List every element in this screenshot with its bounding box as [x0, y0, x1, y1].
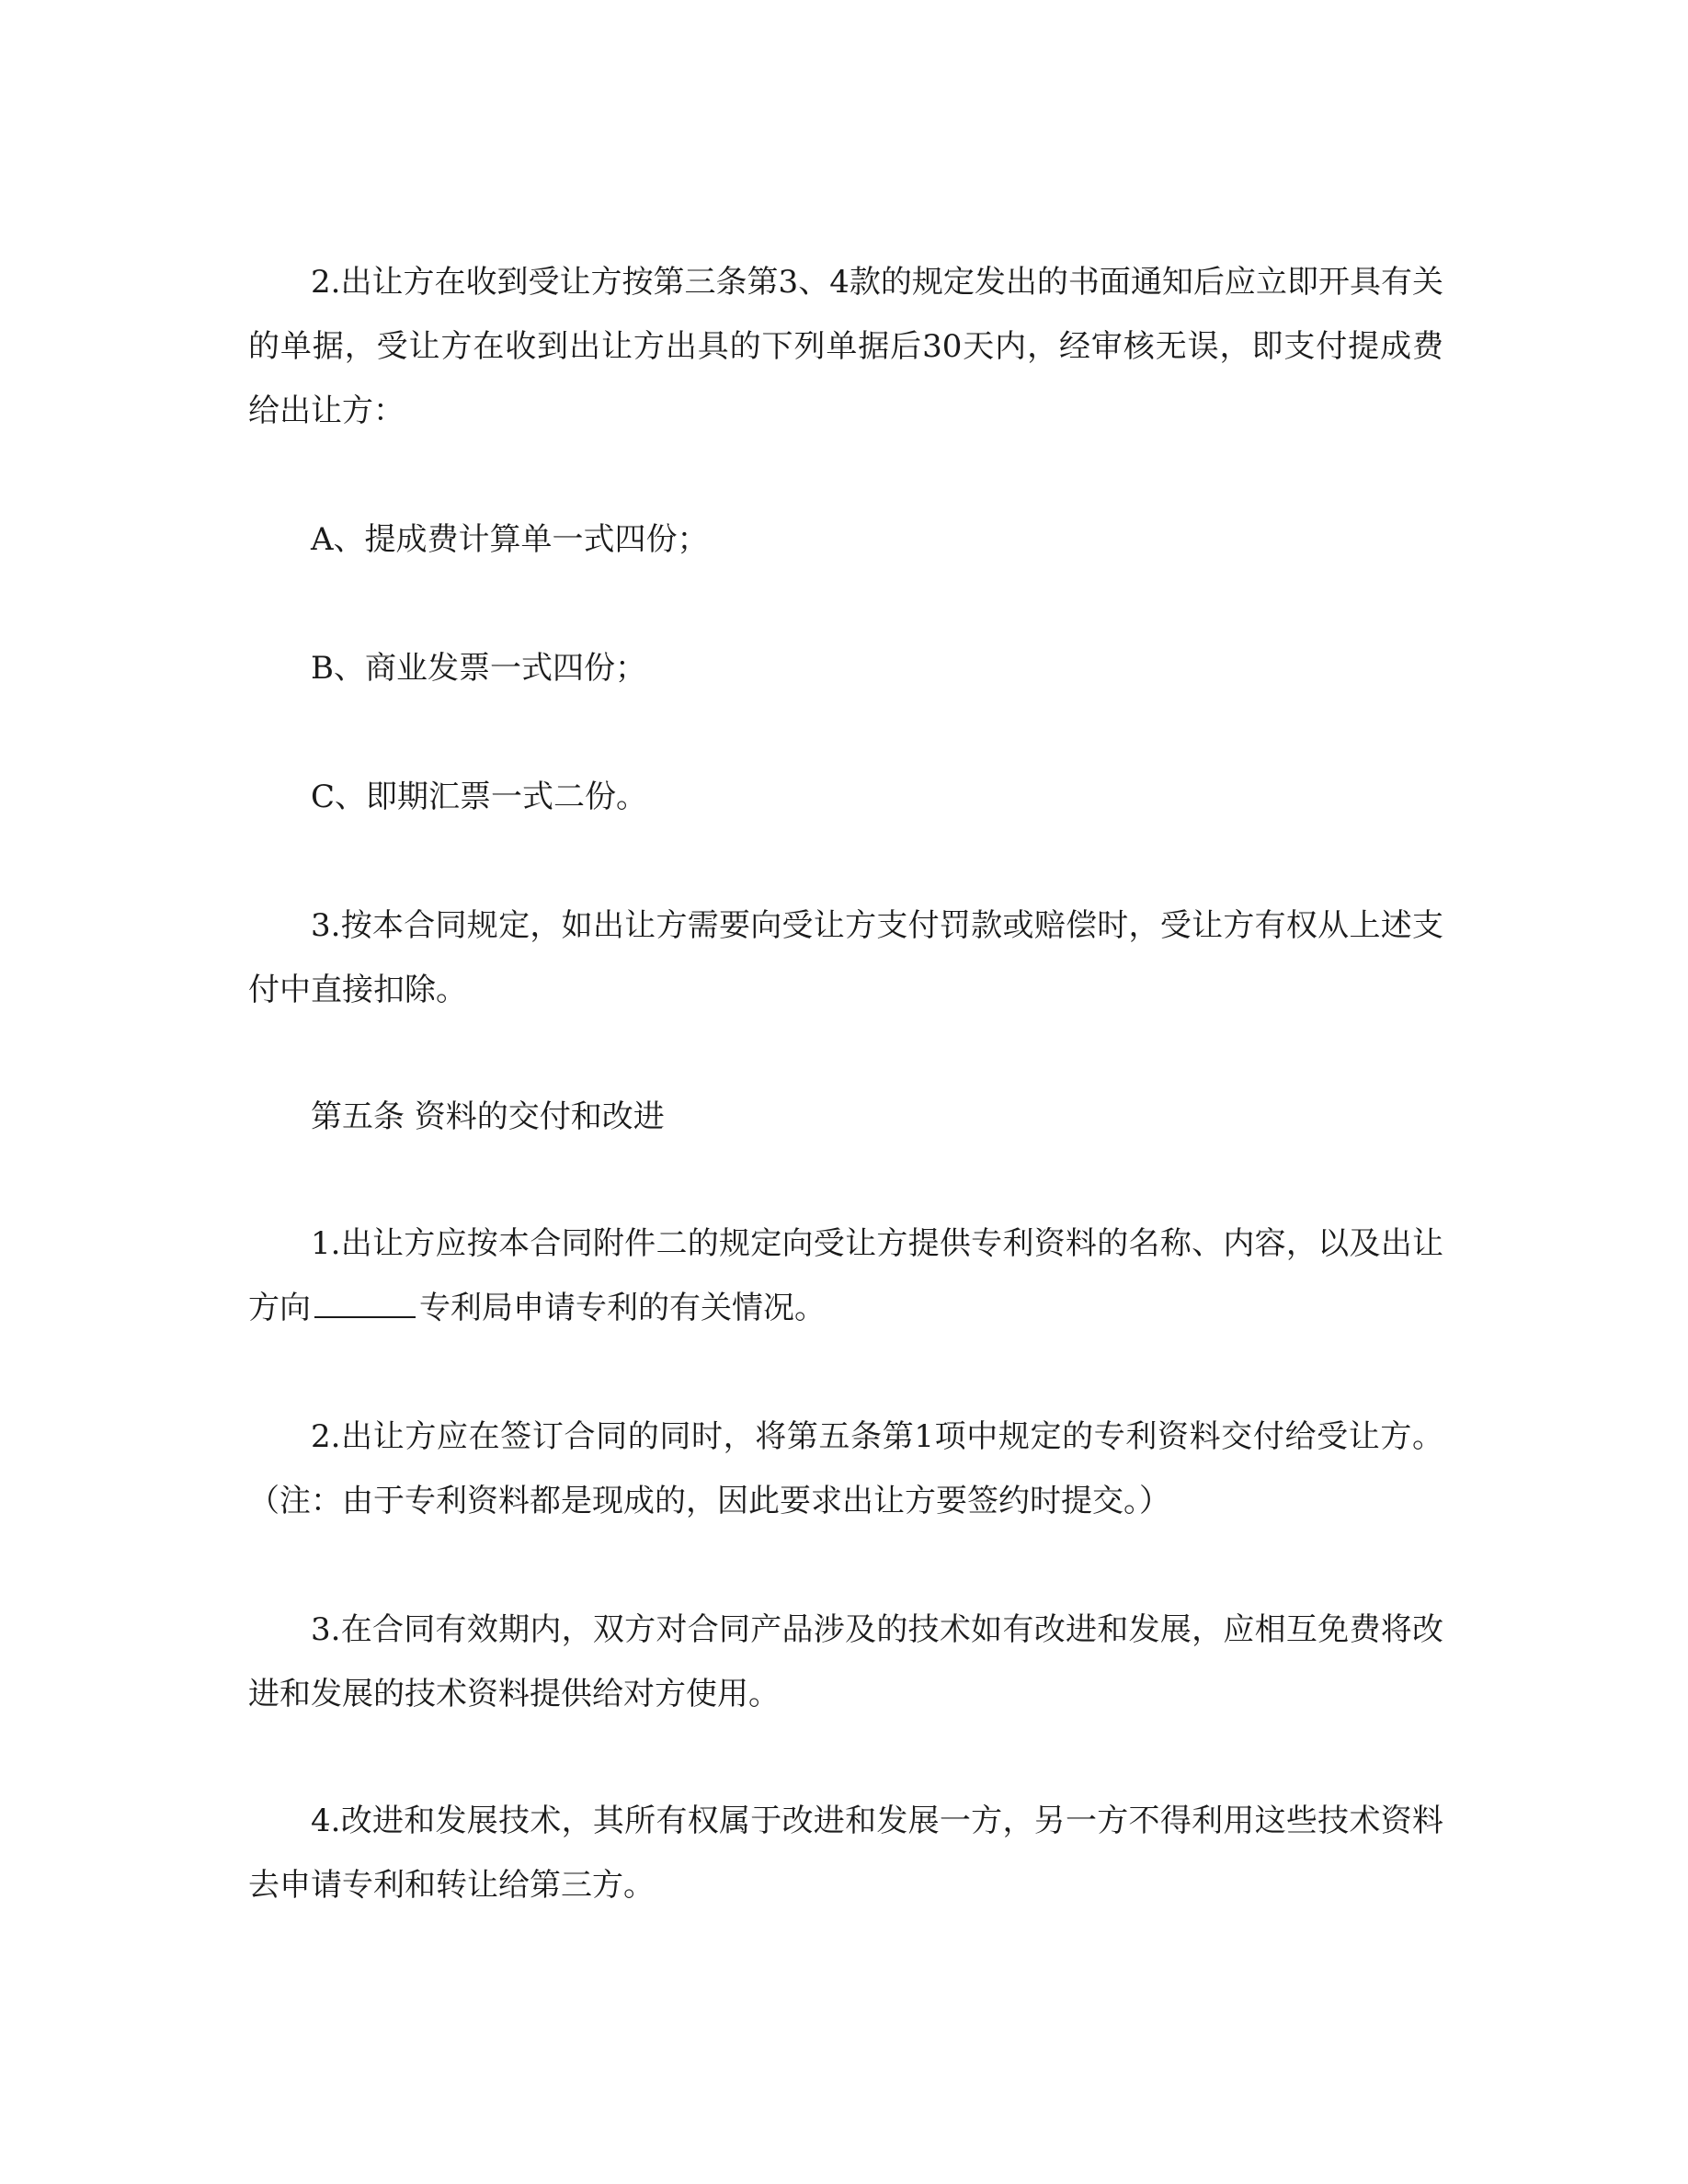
paragraph-penalty-deduction: 3.按本合同规定，如出让方需要向受让方支付罚款或赔偿时，受让方有权从上述支付中直接扣除。 [248, 907, 1443, 1008]
list-item-c: C、即期汇票一式二份。 [311, 779, 648, 815]
paragraph-payment-documents: 2.出让方在收到受让方按第三条第3、4款的规定发出的书面通知后应立即开具有关的单据，受让方在收到出让方出具的下列单据后30天内，经审核无误，即支付提成费给出让方： [248, 264, 1443, 429]
paragraph-improvements: 3.在合同有效期内，双方对合同产品涉及的技术如有改进和发展，应相互免费将改进和发展的技术资料提供给对方使用。 [248, 1611, 1443, 1712]
paragraph-ownership: 4.改进和发展技术，其所有权属于改进和发展一方，另一方不得利用这些技术资料去申请专利和转让给第三方。 [248, 1803, 1443, 1904]
list-item-a: A、提成费计算单一式四份； [311, 521, 709, 558]
list-item-b: B、商业发票一式四份； [311, 650, 646, 687]
section-heading-article-5: 第五条 资料的交付和改进 [311, 1098, 665, 1135]
paragraph-delivery-time: 2.出让方应在签订合同的同时，将第五条第1项中规定的专利资料交付给受让方。（注：由于专利资料都是现成的，因此要求出让方要签约时提交。） [248, 1418, 1443, 1519]
paragraph-text-after-blank: 专利局申请专利的有关情况。 [419, 1290, 826, 1326]
paragraph-text-before-blank: 1.出让方应按本合同附件二的规定向受让方提供专利资料的名称、内容，以及出让方向 [248, 1225, 1443, 1326]
paragraph-patent-materials [248, 1211, 1443, 1340]
fill-in-blank [314, 1292, 416, 1318]
